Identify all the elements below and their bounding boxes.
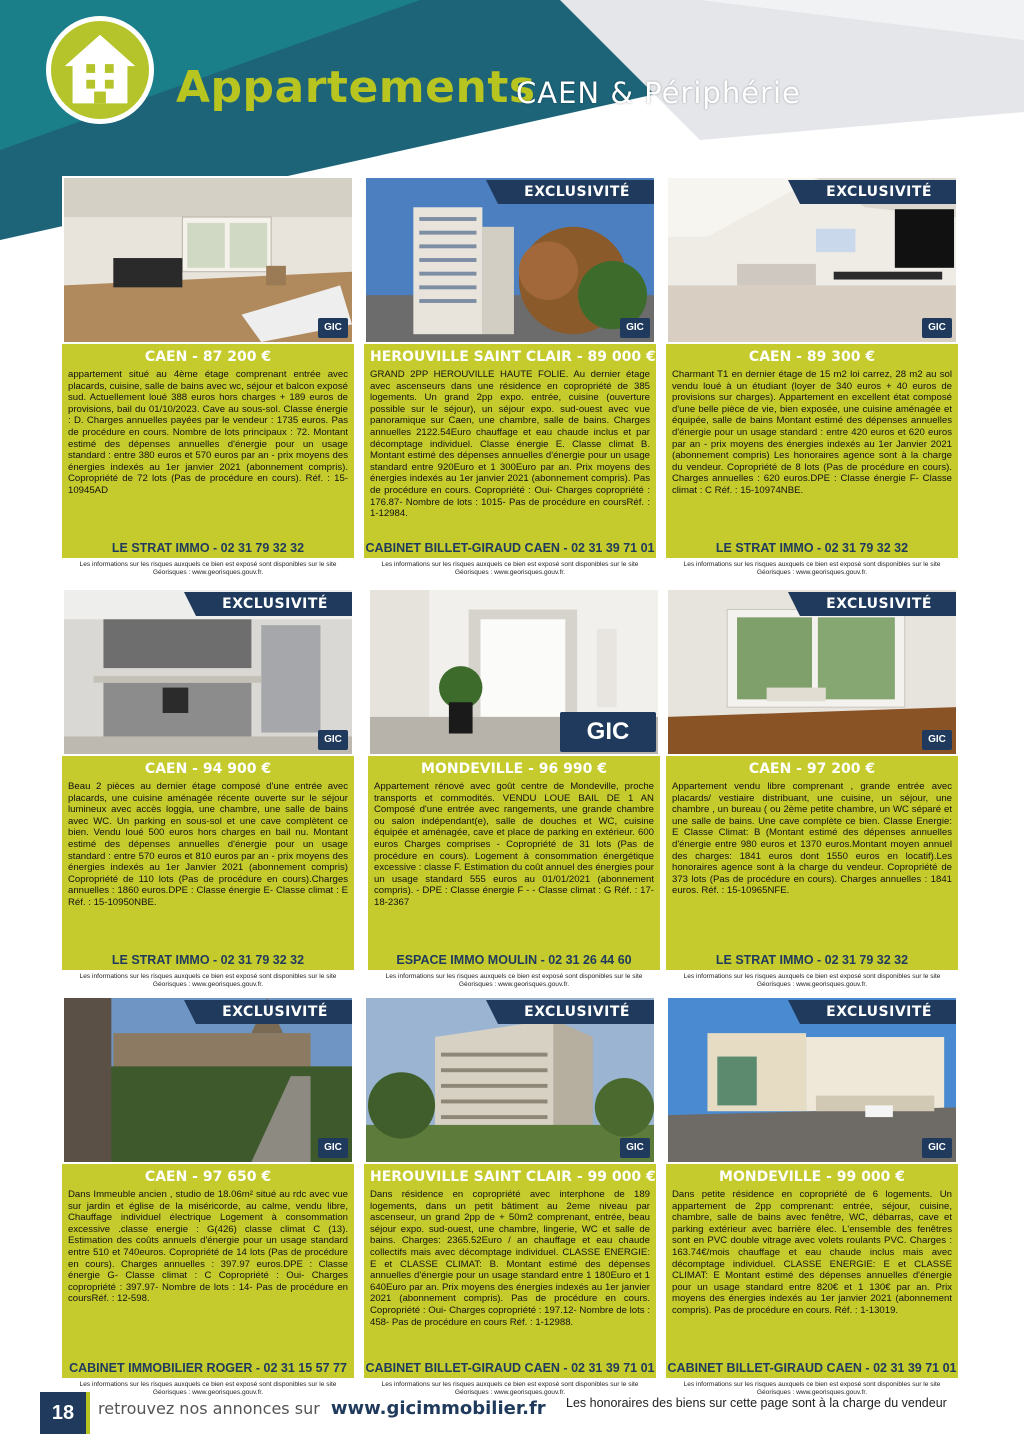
risk-note-line: Les informations sur les risques auxquels ce bien est exposé sont disponibles sur le site: [381, 561, 639, 568]
risk-note: [62, 1381, 354, 1398]
gic-logo: GIC: [318, 730, 348, 750]
listing-photo: [368, 588, 660, 756]
risk-note-link[interactable]: Géorisques : www.georisques.gouv.fr.: [458, 981, 570, 989]
risk-note: [364, 561, 656, 578]
gic-logo: GIC: [560, 712, 656, 752]
listing-title: CAEN - 89 300 €: [748, 349, 876, 365]
footer-note: Les honoraires des biens sur cette page sont à la charge du vendeur: [566, 1396, 947, 1410]
listing-panel: [364, 344, 656, 540]
footer-prefix: retrouvez nos annonces sur: [98, 1399, 320, 1418]
risk-note: [62, 973, 354, 990]
page-title: Appartements: [176, 62, 536, 113]
gic-logo: GIC: [620, 1138, 650, 1158]
listing-title: HEROUVILLE SAINT CLAIR - 99 000 €: [370, 1169, 656, 1185]
listing-agency[interactable]: CABINET BILLET-GIRAUD CAEN - 02 31 39 71 01: [364, 538, 656, 558]
listing-description: Dans petite résidence en copropriété de 6 logements. Un appartement de 2pp comprenant: entrée, séjour, cuisine, chambre, salle de bains avec fenêtre, WC, débarras, cave et parking extérieur avec barrière élec. L'ensemble des fenêtres sont en PVC double vitrage avec volets roulants PVC. Charges : 163.74€/mois chauffage et eau chaude inclus mais avec décomptage individuel. CLASSE ENERGIE: E et CLASSE CLIMAT: E Montant estimé des dépenses annuelles d'énergie pour un usage standard entre 820€ et 1 130€ par an. Prix moyens des énergies indexés au 1er janvier 2021 (abonnement compris). Pas de procédure en cours. Réf. : 1-13019.: [672, 1189, 952, 1316]
listing-card[interactable]: [364, 996, 656, 1398]
risk-note-line: Les informations sur les risques auxquels ce bien est exposé sont disponibles sur le site: [683, 561, 941, 568]
risk-note-line: Les informations sur les risques auxquels ce bien est exposé sont disponibles sur le site: [79, 561, 337, 568]
exclusive-badge: EXCLUSIVITÉ: [800, 180, 956, 204]
listing-card[interactable]: [364, 176, 656, 578]
footer-website: [98, 1398, 546, 1419]
risk-note-line: Les informations sur les risques auxquels ce bien est exposé sont disponibles sur le site: [385, 973, 643, 980]
listing-panel: [666, 756, 958, 952]
listing-agency[interactable]: LE STRAT IMMO - 02 31 79 32 32: [62, 538, 354, 558]
listing-agency[interactable]: LE STRAT IMMO - 02 31 79 32 32: [666, 950, 958, 970]
risk-note-line: Les informations sur les risques auxquels ce bien est exposé sont disponibles sur le site: [79, 973, 337, 980]
exclusive-badge: EXCLUSIVITÉ: [196, 592, 352, 616]
listing-photo: [62, 176, 354, 344]
listing-photo: [364, 996, 656, 1164]
listing-panel: [62, 756, 354, 952]
listing-description: Dans résidence en copropriété avec interphone de 189 logements, dans un petit bâtiment au 2eme niveau par ascenseur, un grand 2pp de + 50m2 comprenant, entrée, beau séjour expo. sud-ouest, une chambre, lingerie, WC et salle de bains. Charges: 2365.52Euro / an chauffage et eau chaude collectifs mais avec décomptage individuel. CLASSE ENERGIE: E et CLASSE CLIMAT: B. Montant estimé des dépenses annuelles d'énergie pour un usage standard entre 1 180Euro et 1 640Euro par an. Prix moyens des énergies indexés au 1er janvier 2021 (abonnement compris). Pas de procédure en cours. Copropriété : Oui- Charges copropriété : 197.12- Nombre de lots : 458- Pas de procédure en cours Réf. : 1-12988.: [370, 1189, 650, 1328]
listing-title: MONDEVILLE - 99 000 €: [719, 1169, 905, 1185]
gic-logo: GIC: [620, 318, 650, 338]
risk-note-link[interactable]: Géorisques : www.georisques.gouv.fr.: [756, 981, 868, 989]
exclusive-badge: EXCLUSIVITÉ: [498, 180, 654, 204]
page-subtitle: CAEN & Périphérie: [516, 76, 801, 110]
listing-card[interactable]: [368, 588, 660, 990]
listing-card[interactable]: [62, 996, 354, 1398]
gic-logo: GIC: [922, 1138, 952, 1158]
risk-note-link[interactable]: Géorisques : www.georisques.gouv.fr.: [756, 569, 868, 577]
listing-agency[interactable]: LE STRAT IMMO - 02 31 79 32 32: [666, 538, 958, 558]
risk-note: [368, 973, 660, 990]
risk-note-line: Les informations sur les risques auxquels ce bien est exposé sont disponibles sur le site: [381, 1381, 639, 1388]
risk-note-link[interactable]: Géorisques : www.georisques.gouv.fr.: [152, 1389, 264, 1397]
listing-photo: [364, 176, 656, 344]
listing-photo: [666, 176, 958, 344]
risk-note-line: Les informations sur les risques auxquels ce bien est exposé sont disponibles sur le site: [683, 973, 941, 980]
listing-title: CAEN - 97 200 €: [748, 761, 876, 777]
exclusive-badge: EXCLUSIVITÉ: [498, 1000, 654, 1024]
listings-grid: [62, 176, 960, 1397]
listing-agency[interactable]: CABINET BILLET-GIRAUD CAEN - 02 31 39 71 01: [364, 1358, 656, 1378]
listing-title: MONDEVILLE - 96 990 €: [421, 761, 607, 777]
listing-panel: [364, 1164, 656, 1360]
page-number-accent: [86, 1392, 90, 1434]
risk-note-line: Les informations sur les risques auxquels ce bien est exposé sont disponibles sur le site: [683, 1381, 941, 1388]
gic-logo: GIC: [318, 1138, 348, 1158]
exclusive-badge: EXCLUSIVITÉ: [800, 1000, 956, 1024]
listing-panel: [666, 1164, 958, 1360]
listing-panel: [62, 344, 354, 540]
house-icon: [46, 16, 154, 124]
listing-agency[interactable]: ESPACE IMMO MOULIN - 02 31 26 44 60: [368, 950, 660, 970]
page-number: 18: [40, 1392, 86, 1434]
listing-description: Dans Immeuble ancien , studio de 18.06m² situé au rdc avec vue sur jardin et église de la miséricorde, au calme, vendu libre, Chauffage individuel électrique Logement à consommation excessive .classe energie : G(426) classe climat C (13). Estimation des coûts annuels d'énergie pour un usage standard entre 510 et 740euros. Copropriété de 14 lots (Pas de procédure en cours). Charges annuelles : 397.97 euros.DPE : Classe énergie G- Classe climat : C Copropriété : Oui- Charges copropriété : 397.97- Nombre de lots : 14- Pas de procédure en coursRéf. : 12-598.: [68, 1189, 348, 1305]
listing-card[interactable]: [666, 996, 958, 1398]
risk-note-link[interactable]: Géorisques : www.georisques.gouv.fr.: [152, 569, 264, 577]
listing-agency[interactable]: CABINET IMMOBILIER ROGER - 02 31 15 57 77: [62, 1358, 354, 1378]
risk-note: [666, 973, 958, 990]
listing-photo: [666, 996, 958, 1164]
listing-photo: [62, 996, 354, 1164]
listing-description: Beau 2 pièces au dernier étage composé d'une entrée avec placards, une cuisine aménagée récente ouverte sur le séjour lumineux avec accès loggia, une chambre, une salle de bains avec WC. Un parking en sous-sol et une cave complètent ce bien. Vendu loué 500 euros hors charges en bail nu. Montant estimé des dépenses annuelles d'énergie pour un usage standard : entre 570 euros et 810 euros par an - prix moyens des énergies indexés au 1er Janvier 2021 (abonnement compris) Copropriété de 110 lots (Pas de procédure en cours).Charges annuelles : 1860 euros.DPE : Classe énergie E- Classe climat : E Réf. : 15-10950NBE.: [68, 781, 348, 908]
risk-note-link[interactable]: Géorisques : www.georisques.gouv.fr.: [454, 1389, 566, 1397]
listing-description: Appartement rénové avec goût centre de Mondeville, proche transports et commodités. VENDU LOUE BAIL DE 1 AN Composé d'une entrée avec rangements, une grande chambre ou salon indépendant(e), salle de douches et WC, cuisine équipée et aménagée, cave et place de parking en extérieur. 600 euros Charges comprises - Copropriété de 31 lots (Pas de procédure en cours). Logement à consommation énergétique excessive : classe F. Estimation du coût annuel des énergies pour un usage standard 555 euros au 01/01/2021 (abonnement compris). - DPE : Classe énergie F - - Classe climat : G Réf. : 17-18-2367: [374, 781, 654, 908]
listing-card[interactable]: [666, 176, 958, 578]
listing-title: CAEN - 94 900 €: [144, 761, 272, 777]
listing-description: appartement situé au 4ème étage comprenant entrée avec placards, cuisine, salle de bains avec wc, séjour et balcon exposé sud. Actuellement loué 388 euros hors charges + 189 euros de provisions, bail du 01/10/2023. Cave au sous-sol. Classe énergie : D. Charges annuelles payées par le vendeur : 1735 euros. Pas de procédure en cours. Nombre de lots principaux : 72. Montant estimé des dépenses annuelles d'énergie pour un usage standard : entre 380 euros et 570 euros par an - prix moyens des énergies indexés au 1er janvier 2021 (abonnement compris). Copropriété de 72 lots (Pas de procédure en cours). Réf. : 15-10945AD: [68, 369, 348, 496]
listing-card[interactable]: [666, 588, 958, 990]
listing-title: HEROUVILLE SAINT CLAIR - 89 000 €: [370, 349, 656, 365]
listing-title: CAEN - 97 650 €: [144, 1169, 272, 1185]
listing-description: Appartement vendu libre comprenant , grande entrée avec placards/ vestiaire distribuant, une cuisine, un séjour, une chambre , un bureau ( ou 2ème petite chambre, un WC séparé et une salle de bains. Une cave complète ce bien. Classe Energie: E Classe Climat: B (Montant estimé des dépenses annuelles d'énergie entre 980 euros et 1370 euros.Montant moyen annuel des charges: 1841 euros dont 1550 euros en locatif).Les honoraires agence sont à la charge du vendeur. Copropriété de 373 lots (Pas de procédure en cours). Charges annuelles : 1841 euros. Réf. : 15-10965NFE.: [672, 781, 952, 897]
listing-agency[interactable]: LE STRAT IMMO - 02 31 79 32 32: [62, 950, 354, 970]
listing-panel: [368, 756, 660, 952]
listing-agency[interactable]: CABINET BILLET-GIRAUD CAEN - 02 31 39 71 01: [666, 1358, 958, 1378]
listing-description: GRAND 2PP HEROUVILLE HAUTE FOLIE. Au dernier étage avec ascenseurs dans une résidence en copropriété de 385 logements. Un grand 2pp expo. entrée, cuisine (ouverture possible sur le séjour), un séjour expo. sud-ouest avec vue panoramique sur Caen, une chambre, salle de bains. Charges annuelles 2122.54Euro chauffage et eau chaude inclus et par décomptage individuel. Classe énergie E. Classe climat B. Montant estimé des dépenses annuelles d'énergie pour un usage standard entre 920Euro et 1 300Euro par an. Prix moyens des énergies indexés au 1er janvier 2021 (abonnement compris). Pas de procédure en cours. Copropriété : Oui- Charges copropriété : 176.87- Nombre de lots : 1015- Pas de procédure en coursRéf. : 1-12984.: [370, 369, 650, 520]
listing-panel: [666, 344, 958, 540]
listing-panel: [62, 1164, 354, 1360]
gic-logo: GIC: [922, 318, 952, 338]
listing-photo: [62, 588, 354, 756]
risk-note-link[interactable]: Géorisques : www.georisques.gouv.fr.: [152, 981, 264, 989]
gic-logo: GIC: [318, 318, 348, 338]
gic-logo: GIC: [922, 730, 952, 750]
listing-photo: [666, 588, 958, 756]
exclusive-badge: EXCLUSIVITÉ: [800, 592, 956, 616]
risk-note-line: Les informations sur les risques auxquels ce bien est exposé sont disponibles sur le site: [79, 1381, 337, 1388]
listing-card[interactable]: [62, 588, 354, 990]
exclusive-badge: EXCLUSIVITÉ: [196, 1000, 352, 1024]
website-link[interactable]: www.gicimmobilier.fr: [330, 1398, 546, 1419]
listing-description: Charmant T1 en dernier étage de 15 m2 loi carrez, 28 m2 au sol vendu loué à un étudiant (loyer de 340 euros + 40 euros de provisions sur charges). Appartement en excellent état composé d'une belle pièce de vie, bien exposée, une cuisine aménagée et équipée, salle de bains Montant estimé des dépenses annuelles d'énergie pour un usage standard : entre 420 euros et 620 euros par an - prix moyens des énergies indexés au 1er Janvier 2021 (abonnement compris) Les honoraires agence sont à la charge du vendeur. Copropriété de 8 lots (Pas de procédure en cours). Charges annuelles : 620 euros.DPE : Classe énergie F- Classe climat : C Réf. : 15-10974NBE.: [672, 369, 952, 496]
risk-note-link[interactable]: Géorisques : www.georisques.gouv.fr.: [454, 569, 566, 577]
risk-note: [62, 561, 354, 578]
risk-note: [666, 561, 958, 578]
risk-note-link[interactable]: Géorisques : www.georisques.gouv.fr.: [756, 1389, 868, 1397]
listing-card[interactable]: [62, 176, 354, 578]
listing-title: CAEN - 87 200 €: [144, 349, 272, 365]
